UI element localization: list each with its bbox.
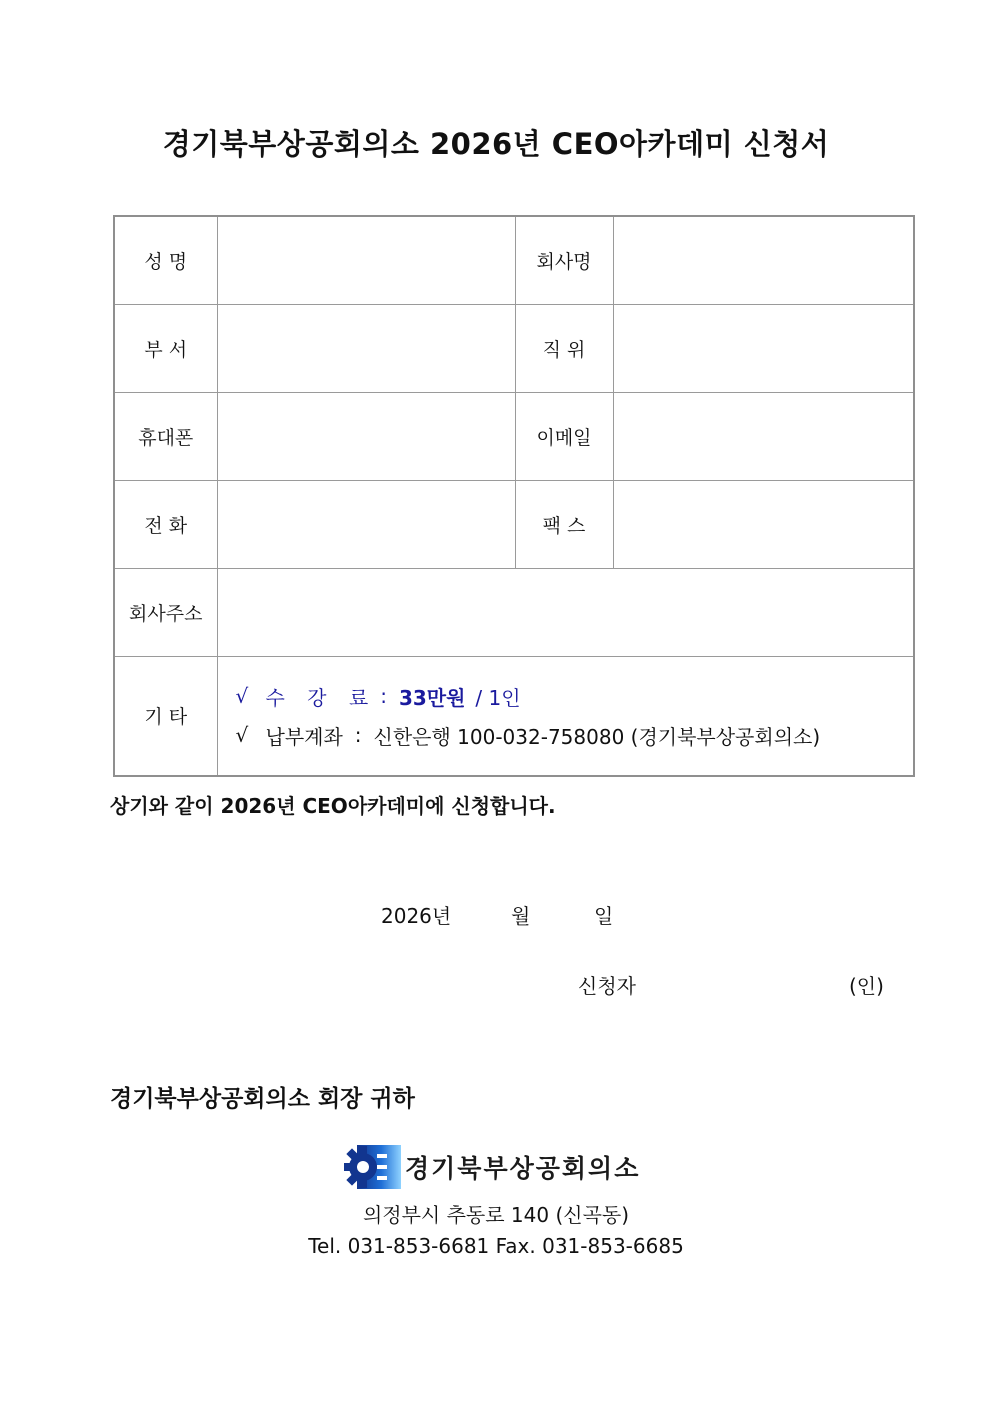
address-field[interactable] <box>217 568 914 656</box>
applicant-seal[interactable]: (인) <box>849 974 884 998</box>
footer-contact: Tel. 031-853-6681 Fax. 031-853-6685 <box>308 1234 684 1258</box>
date-month[interactable]: 월 <box>511 904 531 928</box>
etc-content <box>217 656 914 776</box>
mobile-label: 휴대폰 <box>114 392 217 480</box>
logo-text: 경기북부상공회의소 <box>405 1154 641 1183</box>
account-line <box>218 721 914 750</box>
name-field[interactable] <box>217 216 515 304</box>
fax-label: 팩 스 <box>515 480 613 568</box>
footer-address: 의정부시 추동로 140 (신곡동) <box>362 1203 630 1227</box>
phone-label: 전 화 <box>114 480 217 568</box>
applicant-label: 신청자 <box>578 974 636 998</box>
fax-field[interactable] <box>613 480 914 568</box>
application-statement: 상기와 같이 2026년 CEO아카데미에 신청합니다. <box>110 794 556 818</box>
name-label: 성 명 <box>114 216 217 304</box>
form-row-phone <box>114 480 914 568</box>
check-mark-icon: √ <box>235 684 249 709</box>
email-field[interactable] <box>613 392 914 480</box>
email-label: 이메일 <box>515 392 613 480</box>
document-title: 경기북부상공회의소 2026년 CEO아카데미 신청서 <box>162 127 830 161</box>
chamber-logo <box>343 1144 640 1190</box>
address-label: 회사주소 <box>114 568 217 656</box>
date-year[interactable]: 2026년 <box>381 904 452 928</box>
fee-line <box>218 682 914 711</box>
account-label: 납부계좌 <box>265 724 343 749</box>
etc-label: 기 타 <box>114 656 217 776</box>
mobile-field[interactable] <box>217 392 515 480</box>
form-row-department <box>114 304 914 392</box>
application-form <box>113 215 915 777</box>
fee-unit: / 1인 <box>475 685 521 710</box>
check-mark-icon: √ <box>235 723 249 748</box>
form-row-etc <box>114 656 914 776</box>
addressee: 경기북부상공회의소 회장 귀하 <box>110 1086 415 1112</box>
position-field[interactable] <box>613 304 914 392</box>
position-label: 직 위 <box>515 304 613 392</box>
form-row-address <box>114 568 914 656</box>
fee-label: 수 강 료 <box>265 685 377 710</box>
fee-separator: : <box>380 684 387 709</box>
form-row-mobile <box>114 392 914 480</box>
account-value: 신한은행 100-032-758080 (경기북부상공회의소) <box>373 724 821 749</box>
phone-field[interactable] <box>217 480 515 568</box>
account-separator: : <box>354 723 362 748</box>
department-label: 부 서 <box>114 304 217 392</box>
company-field[interactable] <box>613 216 914 304</box>
form-row-name <box>114 216 914 304</box>
fee-value: 33만원 <box>398 685 466 710</box>
department-field[interactable] <box>217 304 515 392</box>
date-day[interactable]: 일 <box>594 904 614 928</box>
gear-logo-icon <box>343 1144 401 1190</box>
company-label: 회사명 <box>515 216 613 304</box>
